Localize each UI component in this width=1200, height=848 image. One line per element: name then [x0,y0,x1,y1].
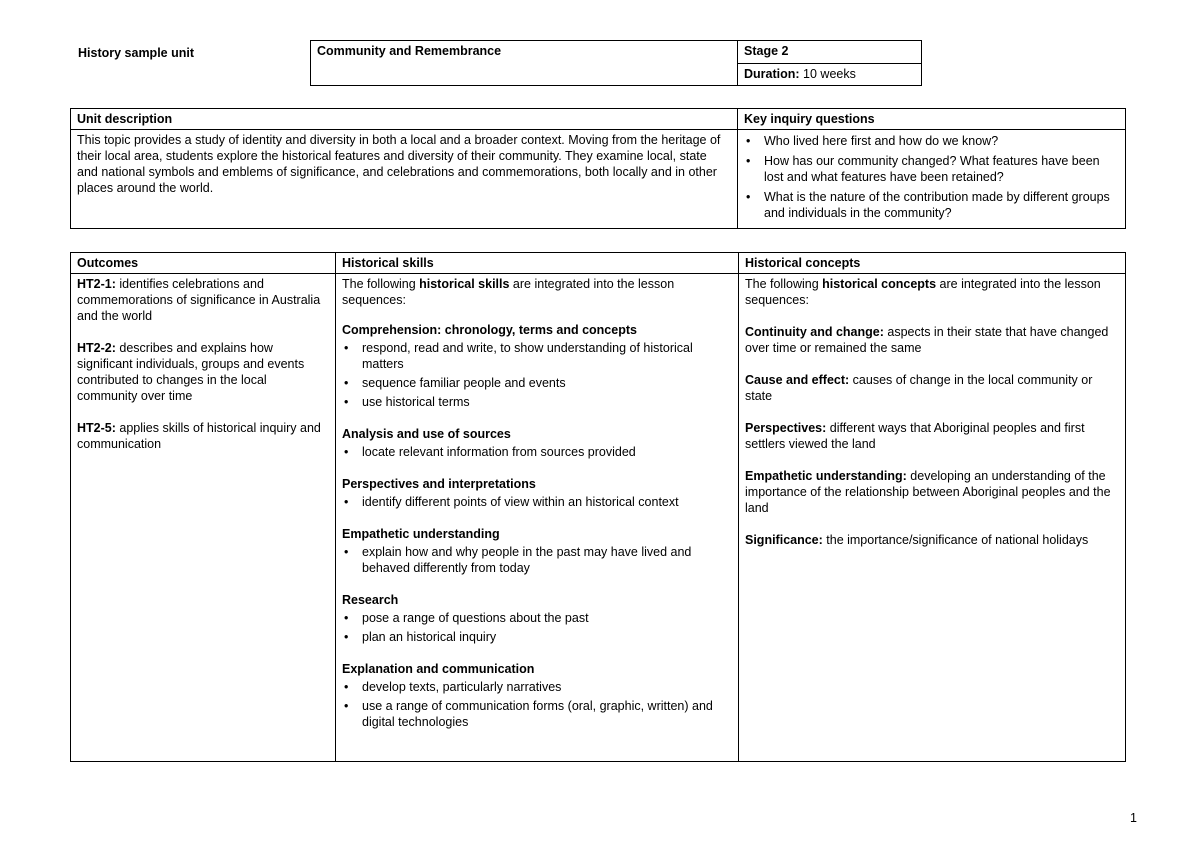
outcome-item [77,340,329,404]
skill-item: • sequence familiar people and events [342,375,732,391]
concept-item [745,372,1119,404]
skill-group [342,322,732,410]
unit-overview-table [70,108,1126,229]
skill-item: • plan an historical inquiry [342,629,732,645]
skills-heading: Historical skills [336,253,739,274]
questions-cell [738,130,1126,229]
outcome-text: describes and explains how significant individuals, groups and events contributed to changes in the local community over time [77,341,305,403]
skill-list [342,444,732,460]
outcome-text: identifies celebrations and commemorations of significance in Australia and the world [77,277,321,323]
questions-list [744,133,1119,221]
stage-label: Stage 2 [738,41,922,64]
skill-group-title: Analysis and use of sources [342,427,511,441]
concept-text: different ways that Aboriginal peoples and first settlers viewed the land [745,421,1085,451]
skill-group [342,426,732,460]
concept-text: developing an understanding of the importance of the relationship between Aboriginal peoples and the land [745,469,1111,515]
skill-group-title: Explanation and communication [342,662,535,676]
skill-group [342,592,732,645]
skills-intro-bold: historical skills [419,277,510,291]
questions-heading: Key inquiry questions [738,109,1126,130]
concept-item [745,532,1119,548]
skill-item: • identify different points of view within an historical context [342,494,732,510]
skill-group [342,661,732,730]
skill-list [342,494,732,510]
outcome-item [77,276,329,324]
skill-item: • develop texts, particularly narratives [342,679,732,695]
concept-term: Perspectives: [745,421,827,435]
concept-text: aspects in their state that have changed over time or remained the same [745,325,1109,355]
unit-header-table [310,40,922,86]
skills-cell [336,274,739,762]
outcome-code: HT2-2: [77,341,116,355]
duration-cell [738,63,922,86]
skill-item: • use a range of communication forms (oral, graphic, written) and digital technologies [342,698,732,730]
skill-item: • explain how and why people in the past may have lived and behaved differently from today [342,544,732,576]
concepts-intro-post: are integrated into the lesson sequences: [745,277,1101,307]
page-number: 1 [1130,811,1137,825]
outcome-code: HT2-5: [77,421,116,435]
skill-item: • locate relevant information from sources provided [342,444,732,460]
concept-text: the importance/significance of national holidays [822,533,1089,547]
concept-item [745,324,1119,356]
concepts-heading: Historical concepts [739,253,1126,274]
skill-group-title: Research [342,593,399,607]
skill-list [342,340,732,410]
unit-title: Community and Remembrance [311,41,738,86]
skill-group [342,476,732,510]
skills-intro [342,276,732,308]
skill-group-title: Perspectives and interpretations [342,477,536,491]
outcome-item [77,420,329,452]
question-item: • Who lived here first and how do we know? [744,133,1119,149]
skill-list [342,610,732,645]
concept-text: causes of change in the local community or state [745,373,1093,403]
concept-item [745,420,1119,452]
duration-label: Duration: [744,66,800,81]
skill-group [342,526,732,576]
skill-group-title: Empathetic understanding [342,527,500,541]
concept-term: Cause and effect: [745,373,850,387]
concept-term: Empathetic understanding: [745,469,907,483]
skill-item: • respond, read and write, to show understanding of historical matters [342,340,732,372]
outcomes-heading: Outcomes [71,253,336,274]
concepts-intro-pre: The following [745,277,823,291]
question-item: • How has our community changed? What features have been lost and what features have been retained? [744,153,1119,185]
subject-label: History sample unit [78,46,194,60]
skills-intro-post: are integrated into the lesson sequences: [342,277,675,307]
skills-intro-pre: The following [342,277,420,291]
concepts-intro-bold: historical concepts [822,277,937,291]
concept-term: Continuity and change: [745,325,884,339]
concepts-cell [739,274,1126,762]
duration-value: 10 weeks [799,66,856,81]
description-heading: Unit description [71,109,738,130]
main-content-table [70,252,1126,762]
concepts-intro [745,276,1119,308]
question-item: • What is the nature of the contribution made by different groups and individuals in the community? [744,189,1119,221]
skill-item: • pose a range of questions about the past [342,610,732,626]
outcome-text: applies skills of historical inquiry and communication [77,421,321,451]
skill-group-title: Comprehension: chronology, terms and concepts [342,323,637,337]
skill-list [342,544,732,576]
concept-term: Significance: [745,533,823,547]
skill-item: • use historical terms [342,394,732,410]
concept-item [745,468,1119,516]
outcomes-cell [71,274,336,762]
outcome-code: HT2-1: [77,277,116,291]
description-text: This topic provides a study of identity and diversity in both a local and a broader context. Moving from the heritage of their local area, students explore the historical features and diversity of their community. They examine local, state and national symbols and emblems of significance, and celebrations and commemorations, both locally and in other places around the world. [71,130,738,229]
skill-list [342,679,732,730]
